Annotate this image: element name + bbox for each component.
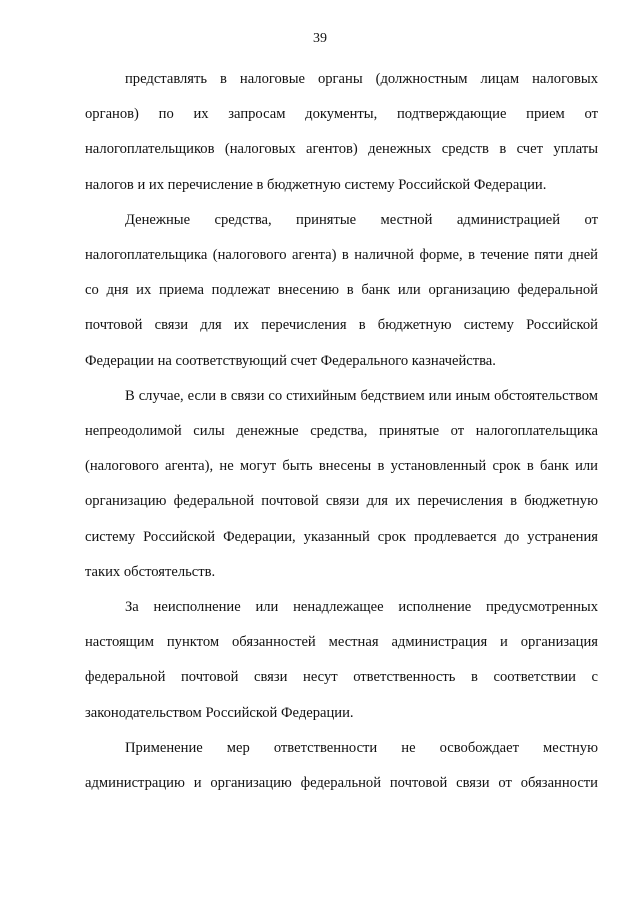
- paragraph: В случае, если в связи со стихийным бедствием или иным обстоятельством непреодолимой силы денежные средства, принятые от налогоплательщика (налогового агента), не могут быть внесены в установленный срок в банк или организацию федеральной почтовой связи для их перечисления в бюджетную систему Российской Федерации, указанный срок продлевается до устранения таких обстоятельств.: [85, 387, 598, 580]
- paragraph: Денежные средства, принятые местной администрацией от налогоплательщика (налогового агента) в наличной форме, в течение пяти дней со дня их приема подлежат внесению в банк или организацию федеральной почтовой связи для их перечисления в бюджетную систему Российской Федерации на соответствующий счет Федерального казначейства.: [85, 211, 598, 369]
- paragraph: За неисполнение или ненадлежащее исполнение предусмотренных настоящим пунктом обязанностей местная администрация и организация федеральной почтовой связи несут ответственность в соответствии с законодательством Российской Федерации.: [85, 599, 598, 721]
- paragraph: Применение мер ответственности не освобождает местную администрацию и организацию федеральной почтовой связи от обязанности: [85, 739, 598, 792]
- page-number: 39: [313, 31, 327, 46]
- paragraph: представлять в налоговые органы (должностным лицам налоговых органов) по их запросам документы, подтверждающие прием от налогоплательщиков (налоговых агентов) денежных средств в счет уплаты налогов и их перечисление в бюджетную систему Российской Федерации.: [85, 71, 598, 193]
- document-body: [85, 62, 598, 801]
